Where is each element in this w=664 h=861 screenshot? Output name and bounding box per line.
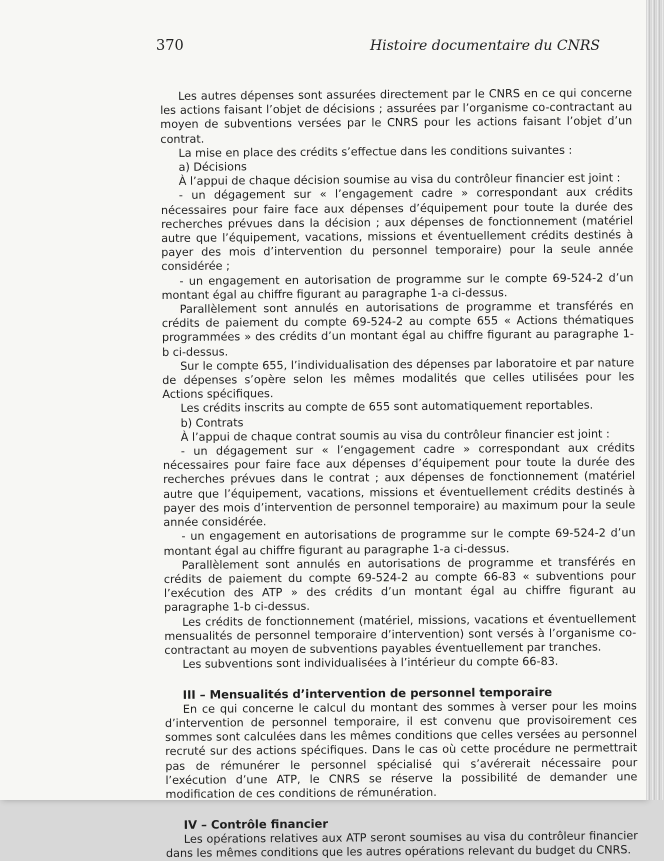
- paragraph: Parallèlement sont annulés en autorisations de programme et transférés en crédits de paiement du compte 69-524-2 au compte 655 « Actions thématiques programmées » des crédits d’un montant égal au chiffre figurant au paragraphe 1-b ci-dessus.: [161, 299, 634, 359]
- subheading-decisions: a) Décisions: [178, 160, 247, 174]
- section-heading-iii: III – Mensualités d’intervention de personnel temporaire: [182, 685, 553, 703]
- paragraph: Les subventions sont individualisées à l’intérieur du compte 66-83.: [182, 655, 559, 671]
- paragraph: La mise en place des crédits s’effectue dans les conditions suivantes :: [178, 143, 573, 160]
- paragraph: Les opérations relatives aux ATP seront soumises au visa du contrôleur financier dans les mêmes conditions que les autres opérations relevant du budget du CNRS.: [165, 829, 638, 860]
- list-item: - un engagement en autorisations de programme sur le compte 69-524-2 d’un montant égal au chiffre figurant au paragraphe 1-a ci-dessus.: [163, 526, 636, 558]
- section-heading-iv: IV – Contrôle financier: [183, 816, 329, 833]
- paragraph: Les autres dépenses sont assurées directement par le CNRS en ce qui concerne les actions faisant l’objet de décisions ; assurées par l’organisme co-contractant au moyen de subventions versées par le CNRS pour les actions faisant l’objet d’un contrat.: [160, 86, 633, 146]
- body-text: [160, 86, 638, 861]
- paragraph: Les crédits de fonctionnement (matériel, missions, vacations et éventuellement mensualités de personnel temporaire d’intervention) sont versés à l’organisme co-contractant au moyen de subventions payables éventuellement par tranches.: [164, 611, 637, 657]
- paragraph: À l’appui de chaque contrat soumis au visa du contrôleur financier est joint :: [180, 427, 610, 444]
- page-header: [156, 38, 600, 54]
- paragraph: Sur le compte 655, l’individualisation des dépenses par laboratoire et par nature de dépenses s’opère selon les mêmes modalités que celles utilisées pour les Actions spécifiques.: [162, 356, 635, 402]
- list-item: - un dégagement sur « l’engagement cadre » correspondant aux crédits nécessaires pour faire face aux dépenses d’équipement pour toute la durée des recherches prévues dans la décision ; aux dépenses de fonctionnement (matériel autre que l’équipement, vacations, missions et éventuellement crédits destinés à payer des mois d’intervention du personnel temporaire) pour la seule année considérée ;: [160, 185, 634, 274]
- running-title: Histoire documentaire du CNRS: [369, 38, 600, 54]
- subheading-contrats: b) Contrats: [180, 416, 244, 430]
- paragraph: En ce qui concerne le calcul du montant des sommes à verser pour les moins d’intervention de personnel temporaire, il est convenu que provisoirement ces sommes sont calculées dans les mêmes conditions que celles versées au personnel recruté sur des actions spécifiques. Dans le cas où cette procédure ne permettrait pas de rémunérer le personnel spécialisé qui s’avérerait nécessaire pour l’exécution d’une ATP, le CNRS se réserve la possibilité de demander une modification de ces conditions de rémunération.: [164, 699, 638, 802]
- paragraph: À l’appui de chaque décision soumise au visa du contrôleur financier est joint :: [178, 171, 621, 189]
- paragraph: Les crédits inscrits au compte de 655 sont automatiquement reportables.: [180, 399, 594, 416]
- paragraph: Parallèlement sont annulés en autorisations de programme et transférés en crédits de paiement du compte 69-524-2 au compte 66-83 « subventions pour l’exécution des ATP » des crédits d’un montant égal au chiffre figurant au paragraphe 1-b ci-dessus.: [163, 554, 636, 615]
- list-item: - un dégagement sur « l’engagement cadre » correspondant aux crédits nécessaires pour faire face aux dépenses d’équipement pour toute la durée des recherches prévues dans le contrat ; aux dépenses de fonctionnement (matériel autre que l’équipement, vacations, missions et éventuellement crédits destinés à payer des mois d’intervention de personnel temporaire) au maximum pour la seule année considérée.: [162, 441, 636, 530]
- page-stack-edge: [646, 0, 664, 800]
- list-item: - un engagement en autorisation de programme sur le compte 69-524-2 d’un montant égal au chiffre figurant au paragraphe 1-a ci-dessus.: [161, 270, 634, 302]
- page-number: 370: [156, 38, 184, 54]
